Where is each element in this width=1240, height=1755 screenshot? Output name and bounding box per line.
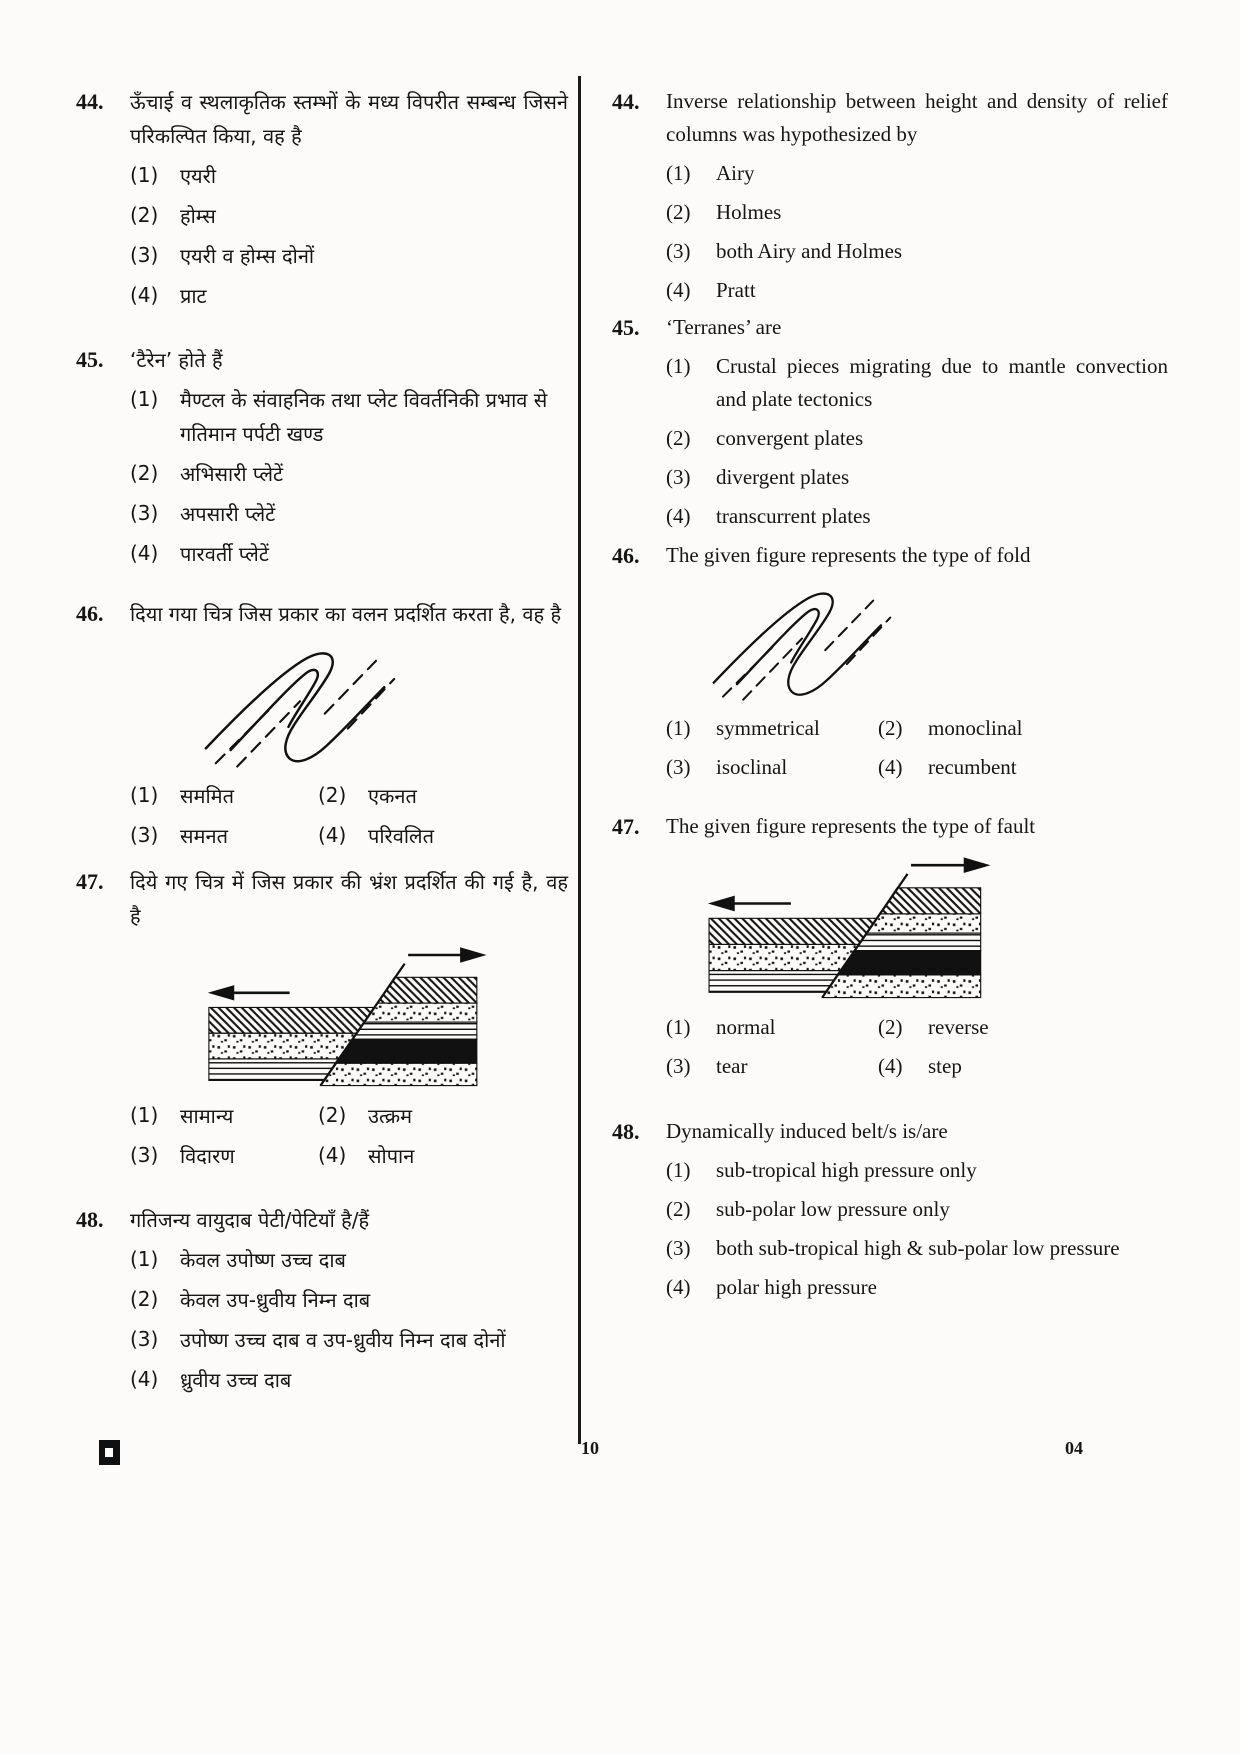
options-list <box>666 350 1168 533</box>
option-label: (3) <box>666 1054 691 1078</box>
fault-figure <box>182 943 568 1089</box>
page-number: 10 <box>581 1438 599 1458</box>
option-label: (3) <box>130 1327 159 1351</box>
option-4 <box>130 279 568 313</box>
option-label: (1) <box>666 1158 691 1182</box>
booklet-code: 04 <box>1065 1438 1083 1458</box>
option-3 <box>666 1232 1168 1265</box>
option-label: (4) <box>130 283 159 307</box>
option-label: (3) <box>130 823 159 847</box>
option-1 <box>666 157 1168 190</box>
question-46-english <box>612 539 1168 784</box>
option-text: केवल उप-ध्रुवीय निम्न दाब <box>180 1288 371 1312</box>
option-4 <box>666 1271 1168 1304</box>
question-44-english <box>612 85 1168 307</box>
question-text: The given figure represents the type of fold <box>666 543 1031 567</box>
options-list <box>130 383 568 571</box>
option-label: (1) <box>666 716 691 740</box>
option-text: सामान्य <box>180 1104 234 1128</box>
option-label: (4) <box>878 755 903 779</box>
option-3 <box>130 497 568 531</box>
option-3 <box>666 461 1168 494</box>
options-list <box>666 157 1168 307</box>
options-grid <box>130 777 568 853</box>
option-2 <box>318 779 568 813</box>
option-label: (2) <box>130 1287 159 1311</box>
option-text: monoclinal <box>928 716 1023 740</box>
column-divider-rule <box>578 76 581 1444</box>
option-label: (1) <box>130 783 159 807</box>
option-2 <box>130 1283 568 1317</box>
option-3 <box>130 1139 318 1173</box>
option-text: sub-tropical high pressure only <box>716 1158 977 1182</box>
question-number: 44. <box>76 89 104 114</box>
option-label: (4) <box>666 278 691 302</box>
option-text: सममित <box>180 784 235 808</box>
question-number: 46. <box>76 601 104 626</box>
option-label: (3) <box>666 755 691 779</box>
question-text: Inverse relationship between height and density of relief columns was hypothesized by <box>666 89 1168 146</box>
option-text: उपोष्ण उच्च दाब व उप-ध्रुवीय निम्न दाब दोनों <box>180 1328 506 1352</box>
recumbent-fold-diagram-icon <box>684 582 920 702</box>
question-46-hindi <box>76 597 568 853</box>
option-text: अभिसारी प्लेटें <box>180 462 284 486</box>
option-label: (3) <box>666 1236 691 1260</box>
option-text: both Airy and Holmes <box>716 239 903 263</box>
option-text: एयरी व होम्स दोनों <box>180 244 315 268</box>
option-4 <box>878 1050 1168 1083</box>
question-48-hindi <box>76 1203 568 1397</box>
option-text: एकनत <box>368 784 417 808</box>
question-number: 45. <box>76 347 104 372</box>
english-column <box>612 85 1168 1304</box>
question-text: गतिजन्य वायुदाब पेटी/पेटियाँ है/हैं <box>130 1208 370 1232</box>
option-text: Pratt <box>716 278 756 302</box>
option-4 <box>318 819 568 853</box>
option-label: (1) <box>666 161 691 185</box>
option-3 <box>130 819 318 853</box>
option-text: एयरी <box>180 164 217 188</box>
fault-diagram-icon <box>684 853 1004 1001</box>
question-text: ‘टैरेन’ होते हैं <box>130 348 223 372</box>
option-label: (4) <box>666 504 691 528</box>
options-grid <box>666 710 1168 784</box>
question-number: 44. <box>612 89 640 114</box>
question-text: ‘Terranes’ are <box>666 315 782 339</box>
options-list <box>130 159 568 313</box>
option-text: मैण्टल के संवाहनिक तथा प्लेट विवर्तनिकी प्रभाव से गतिमान पर्पटी खण्ड <box>180 388 548 446</box>
option-text: Airy <box>716 161 755 185</box>
option-3 <box>666 751 878 784</box>
option-text: प्राट <box>180 284 207 308</box>
question-text: दिया गया चित्र जिस प्रकार का वलन प्रदर्शित करता है, वह है <box>130 602 562 626</box>
question-number: 47. <box>612 814 640 839</box>
option-label: (1) <box>130 387 159 411</box>
option-label: (1) <box>130 1247 159 1271</box>
fold-figure <box>684 582 1168 702</box>
option-3 <box>130 1323 568 1357</box>
options-list <box>666 1154 1168 1304</box>
options-grid <box>666 1009 1168 1083</box>
option-1 <box>130 1243 568 1277</box>
options-grid <box>130 1097 568 1173</box>
fault-figure <box>684 853 1168 1001</box>
question-text: The given figure represents the type of fault <box>666 814 1036 838</box>
question-48-english <box>612 1115 1168 1304</box>
option-label: (1) <box>666 1015 691 1039</box>
option-1 <box>130 383 568 451</box>
option-label: (3) <box>130 1143 159 1167</box>
option-2 <box>666 1193 1168 1226</box>
option-label: (2) <box>666 1197 691 1221</box>
option-4 <box>666 500 1168 533</box>
fault-diagram-icon <box>182 943 502 1089</box>
option-label: (2) <box>666 200 691 224</box>
option-label: (2) <box>130 203 159 227</box>
option-label: (2) <box>878 1015 903 1039</box>
question-text: Dynamically induced belt/s is/are <box>666 1119 948 1143</box>
option-text: step <box>928 1054 962 1078</box>
option-text: केवल उपोष्ण उच्च दाब <box>180 1248 346 1272</box>
option-text: विदारण <box>180 1144 235 1168</box>
option-label: (2) <box>318 1103 347 1127</box>
question-number: 47. <box>76 869 104 894</box>
option-text: सोपान <box>368 1144 415 1168</box>
question-47-english <box>612 810 1168 1083</box>
option-text: isoclinal <box>716 755 788 779</box>
option-1 <box>130 159 568 193</box>
option-text: polar high pressure <box>716 1275 877 1299</box>
option-text: normal <box>716 1015 776 1039</box>
question-text: दिये गए चित्र में जिस प्रकार की भ्रंश प्रदर्शित की गई है, वह है <box>130 870 568 928</box>
option-label: (4) <box>318 823 347 847</box>
option-1 <box>130 779 318 813</box>
option-label: (3) <box>130 501 159 525</box>
option-text: Holmes <box>716 200 782 224</box>
option-label: (2) <box>666 426 691 450</box>
question-number: 46. <box>612 543 640 568</box>
option-label: (3) <box>130 243 159 267</box>
question-number: 45. <box>612 315 640 340</box>
option-label: (1) <box>130 1103 159 1127</box>
option-text: उत्क्रम <box>368 1104 413 1128</box>
option-text: अपसारी प्लेटें <box>180 502 276 526</box>
option-text: पारवर्ती प्लेटें <box>180 542 269 566</box>
question-45-hindi <box>76 343 568 571</box>
recumbent-fold-diagram-icon <box>182 641 418 769</box>
option-2 <box>878 1011 1168 1044</box>
option-label: (2) <box>130 461 159 485</box>
option-2 <box>130 199 568 233</box>
option-1 <box>666 1011 878 1044</box>
option-text: परिवलित <box>368 824 434 848</box>
option-3 <box>666 1050 878 1083</box>
option-label: (1) <box>130 163 159 187</box>
option-4 <box>318 1139 568 1173</box>
option-text: tear <box>716 1054 748 1078</box>
option-text: ध्रुवीय उच्च दाब <box>180 1368 292 1392</box>
option-text: Crustal pieces migrating due to mantle convection and plate tectonics <box>716 354 1168 411</box>
option-text: divergent plates <box>716 465 850 489</box>
option-1 <box>666 712 878 745</box>
option-label: (4) <box>318 1143 347 1167</box>
option-label: (1) <box>666 354 691 378</box>
option-2 <box>666 196 1168 229</box>
option-label: (4) <box>130 541 159 565</box>
option-text: both sub-tropical high & sub-polar low pressure <box>716 1236 1120 1260</box>
footer-square-marker-icon <box>99 1440 120 1465</box>
option-label: (4) <box>666 1275 691 1299</box>
option-label: (3) <box>666 465 691 489</box>
option-text: reverse <box>928 1015 989 1039</box>
question-number: 48. <box>612 1119 640 1144</box>
option-label: (2) <box>318 783 347 807</box>
option-text: convergent plates <box>716 426 864 450</box>
options-list <box>130 1243 568 1397</box>
option-text: transcurrent plates <box>716 504 871 528</box>
question-number: 48. <box>76 1207 104 1232</box>
option-2 <box>878 712 1168 745</box>
option-3 <box>130 239 568 273</box>
option-text: होम्स <box>180 204 216 228</box>
option-label: (4) <box>878 1054 903 1078</box>
option-2 <box>130 457 568 491</box>
option-label: (2) <box>878 716 903 740</box>
option-1 <box>666 1154 1168 1187</box>
option-text: symmetrical <box>716 716 820 740</box>
option-4 <box>130 1363 568 1397</box>
option-text: sub-polar low pressure only <box>716 1197 950 1221</box>
option-2 <box>666 422 1168 455</box>
fold-figure <box>182 641 568 769</box>
question-45-english <box>612 311 1168 533</box>
option-4 <box>130 537 568 571</box>
question-44-hindi <box>76 85 568 313</box>
option-text: recumbent <box>928 755 1017 779</box>
option-1 <box>666 350 1168 416</box>
option-4 <box>878 751 1168 784</box>
option-label: (4) <box>130 1367 159 1391</box>
hindi-column <box>76 85 568 1397</box>
option-4 <box>666 274 1168 307</box>
option-label: (3) <box>666 239 691 263</box>
option-1 <box>130 1099 318 1133</box>
option-2 <box>318 1099 568 1133</box>
option-3 <box>666 235 1168 268</box>
option-text: समनत <box>180 824 228 848</box>
question-text: ऊँचाई व स्थलाकृतिक स्तम्भों के मध्य विपरीत सम्बन्ध जिसने परिकल्पित किया, वह है <box>130 90 568 148</box>
question-47-hindi <box>76 865 568 1173</box>
